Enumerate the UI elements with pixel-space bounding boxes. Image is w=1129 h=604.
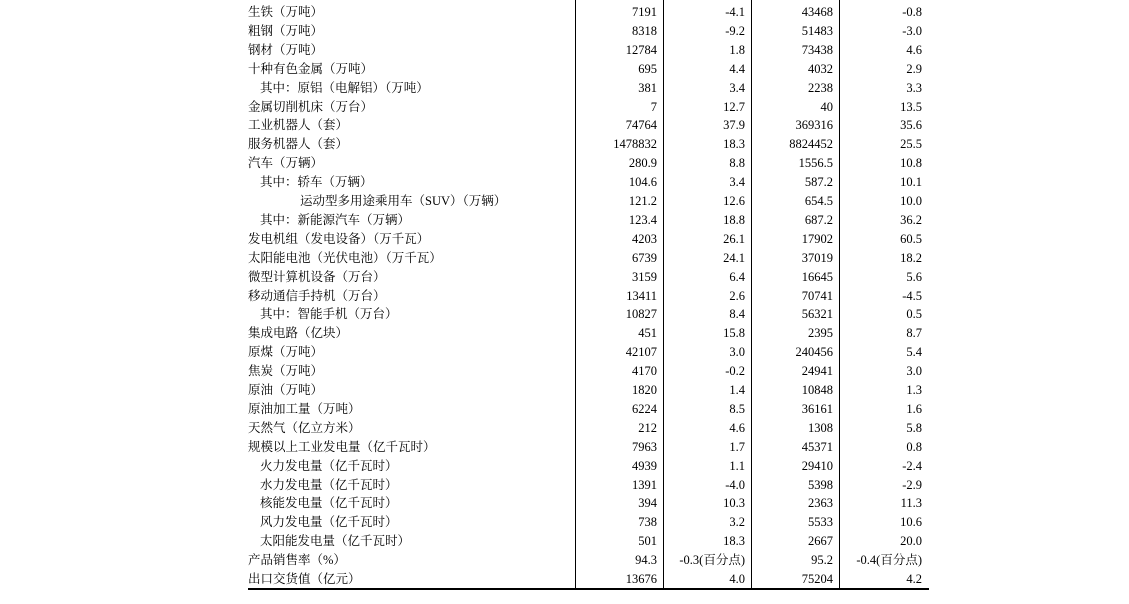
cell-month-value: 7191 — [632, 5, 657, 19]
cell-month-value: 6224 — [632, 401, 657, 416]
industrial-output-table — [248, 0, 929, 590]
cell-month-growth: 12.6 — [723, 194, 745, 208]
cell-month-growth: 3.0 — [729, 345, 745, 360]
row-label: 水力发电量（亿千瓦时） — [260, 477, 398, 492]
cell-cumulative-value: 369316 — [795, 118, 833, 133]
cell-cumulative-value: 4032 — [808, 61, 833, 76]
cell-month-growth: 6.4 — [729, 269, 745, 284]
cell-cumulative-value: 1308 — [808, 420, 833, 435]
table-row — [248, 116, 929, 135]
cell-month-growth: 1.7 — [729, 439, 745, 454]
table-row — [248, 381, 929, 400]
row-label: 其中：新能源汽车（万辆） — [260, 212, 411, 227]
cell-cumulative-value: 73438 — [801, 42, 833, 57]
table-row — [248, 305, 929, 324]
cell-cumulative-growth: 13.5 — [900, 99, 922, 114]
cell-month-value: 381 — [638, 80, 657, 95]
cell-cumulative-growth: 2.9 — [906, 61, 922, 76]
cell-month-growth: -0.3(百分点) — [679, 553, 745, 568]
cell-cumulative-growth: 10.6 — [900, 515, 922, 530]
row-label: 原油加工量（万吨） — [248, 401, 361, 416]
table-row — [248, 476, 929, 495]
cell-cumulative-growth: 3.3 — [906, 80, 922, 95]
cell-cumulative-growth: -0.8 — [902, 5, 922, 19]
cell-cumulative-growth: -0.4(百分点) — [856, 553, 922, 568]
cell-cumulative-value: 2363 — [808, 496, 833, 511]
row-label: 风力发电量（亿千瓦时） — [260, 515, 398, 530]
cell-month-value: 6739 — [632, 250, 657, 265]
cell-cumulative-value: 587.2 — [804, 175, 833, 190]
cell-cumulative-growth: 10.8 — [900, 156, 922, 171]
table-row — [248, 154, 929, 173]
cell-cumulative-growth: 5.4 — [906, 345, 922, 360]
cell-month-value: 4203 — [632, 231, 657, 246]
cell-month-value: 1478832 — [613, 137, 657, 152]
cell-month-growth: 4.4 — [729, 61, 745, 76]
cell-cumulative-growth: 11.3 — [900, 496, 922, 511]
cell-month-growth: -9.2 — [725, 23, 745, 38]
cell-month-growth: 3.4 — [729, 80, 745, 95]
cell-month-value: 738 — [638, 515, 657, 530]
cell-cumulative-value: 95.2 — [811, 553, 833, 568]
cell-month-value: 280.9 — [628, 156, 657, 171]
cell-month-value: 123.4 — [628, 212, 657, 227]
cell-cumulative-growth: 5.8 — [906, 420, 922, 435]
cell-cumulative-value: 2395 — [808, 326, 833, 341]
cell-month-value: 104.6 — [628, 175, 657, 190]
cell-cumulative-value: 43468 — [801, 5, 833, 19]
table-row — [248, 287, 929, 306]
cell-cumulative-value: 36161 — [801, 401, 833, 416]
cell-month-growth: 37.9 — [723, 118, 745, 133]
cell-month-value: 10827 — [625, 307, 657, 322]
cell-month-growth: 15.8 — [723, 326, 745, 341]
cell-month-growth: 8.8 — [729, 156, 745, 171]
table-row — [248, 79, 929, 98]
table-row — [248, 400, 929, 419]
cell-cumulative-value: 654.5 — [804, 194, 833, 208]
cell-cumulative-growth: 4.2 — [906, 572, 922, 586]
table-row — [248, 230, 929, 249]
row-label: 天然气（亿立方米） — [248, 420, 361, 435]
cell-month-value: 695 — [638, 61, 657, 76]
cell-cumulative-value: 17902 — [801, 231, 833, 246]
cell-cumulative-growth: 1.6 — [906, 401, 922, 416]
cell-month-growth: 4.6 — [729, 420, 745, 435]
cell-cumulative-growth: 8.7 — [906, 326, 922, 341]
cell-cumulative-value: 45371 — [801, 439, 833, 454]
table-row — [248, 211, 929, 230]
cell-cumulative-growth: 0.8 — [906, 439, 922, 454]
row-label: 金属切削机床（万台） — [248, 99, 374, 114]
table-row — [248, 324, 929, 343]
cell-month-value: 4939 — [632, 458, 657, 473]
cell-cumulative-value: 29410 — [801, 458, 833, 473]
cell-cumulative-value: 8824452 — [789, 137, 833, 152]
row-label: 原煤（万吨） — [248, 345, 324, 360]
cell-cumulative-value: 2238 — [808, 80, 833, 95]
table-row — [248, 60, 929, 79]
table-row — [248, 532, 929, 551]
cell-cumulative-value: 240456 — [795, 345, 833, 360]
table-row — [248, 343, 929, 362]
cell-month-growth: 8.5 — [729, 401, 745, 416]
table-row — [248, 570, 929, 589]
row-label: 生铁（万吨） — [248, 5, 324, 19]
cell-cumulative-value: 56321 — [801, 307, 833, 322]
cell-month-growth: 1.1 — [729, 458, 745, 473]
cell-month-value: 7963 — [632, 439, 657, 454]
cell-month-growth: 18.3 — [723, 534, 745, 549]
table-row — [248, 438, 929, 457]
row-label: 其中：轿车（万辆） — [260, 175, 373, 190]
cell-month-value: 42107 — [625, 345, 657, 360]
cell-cumulative-growth: 60.5 — [900, 231, 922, 246]
row-label: 原油（万吨） — [248, 383, 324, 397]
cell-month-growth: -4.1 — [725, 5, 745, 19]
row-label: 其中：原铝（电解铝）（万吨） — [260, 80, 429, 95]
table-row — [248, 173, 929, 192]
cell-cumulative-value: 5533 — [808, 515, 833, 530]
row-label: 规模以上工业发电量（亿千瓦时） — [248, 439, 436, 454]
cell-cumulative-value: 70741 — [801, 288, 833, 303]
row-label: 粗钢（万吨） — [248, 23, 324, 38]
cell-cumulative-value: 2667 — [808, 534, 833, 549]
cell-cumulative-growth: 20.0 — [900, 534, 922, 549]
table-row — [248, 98, 929, 117]
cell-cumulative-growth: -3.0 — [902, 23, 922, 38]
table-row — [248, 192, 929, 211]
cell-month-value: 3159 — [632, 269, 657, 284]
table-row — [248, 135, 929, 154]
cell-month-growth: -4.0 — [725, 477, 745, 492]
cell-cumulative-growth: 35.6 — [900, 118, 922, 133]
row-label: 工业机器人（套） — [248, 118, 349, 133]
cell-cumulative-value: 687.2 — [804, 212, 833, 227]
row-label: 运动型多用途乘用车（SUV）（万辆） — [300, 194, 507, 208]
cell-month-growth: 3.2 — [729, 515, 745, 530]
cell-month-growth: 24.1 — [723, 250, 745, 265]
row-label: 焦炭（万吨） — [248, 364, 324, 379]
cell-month-growth: 3.4 — [729, 175, 745, 190]
cell-cumulative-growth: 5.6 — [906, 269, 922, 284]
cell-cumulative-value: 24941 — [801, 364, 833, 379]
cell-cumulative-value: 51483 — [801, 23, 833, 38]
table-row — [248, 513, 929, 532]
cell-month-value: 13411 — [626, 288, 657, 303]
cell-month-value: 7 — [650, 99, 657, 114]
table-row — [248, 22, 929, 41]
cell-month-value: 1820 — [632, 383, 657, 397]
cell-month-growth: 12.7 — [723, 99, 745, 114]
row-label: 太阳能电池（光伏电池）（万千瓦） — [248, 250, 442, 265]
cell-cumulative-growth: -4.5 — [902, 288, 922, 303]
table-row — [248, 249, 929, 268]
row-label: 钢材（万吨） — [248, 42, 324, 57]
cell-month-value: 451 — [638, 326, 657, 341]
row-label: 太阳能发电量（亿千瓦时） — [260, 534, 411, 549]
row-label: 服务机器人（套） — [248, 137, 349, 152]
cell-cumulative-value: 75204 — [801, 572, 833, 586]
cell-cumulative-value: 10848 — [801, 383, 833, 397]
cell-cumulative-growth: -2.4 — [902, 458, 922, 473]
cell-month-value: 212 — [638, 420, 657, 435]
table-row — [248, 362, 929, 381]
cell-cumulative-value: 5398 — [808, 477, 833, 492]
cell-cumulative-growth: 3.0 — [906, 364, 922, 379]
cell-month-growth: -0.2 — [725, 364, 745, 379]
cell-cumulative-growth: -2.9 — [902, 477, 922, 492]
cell-cumulative-growth: 0.5 — [906, 307, 922, 322]
cell-month-value: 394 — [638, 496, 657, 511]
cell-month-value: 4170 — [632, 364, 657, 379]
row-label: 汽车（万辆） — [248, 156, 324, 171]
table-row — [248, 3, 929, 22]
cell-month-growth: 2.6 — [729, 288, 745, 303]
cell-month-value: 12784 — [625, 42, 657, 57]
row-label: 微型计算机设备（万台） — [248, 269, 386, 284]
cell-month-value: 8318 — [632, 23, 657, 38]
cell-cumulative-value: 37019 — [801, 250, 833, 265]
cell-month-value: 13676 — [625, 572, 657, 586]
cell-month-growth: 8.4 — [729, 307, 745, 322]
cell-cumulative-growth: 25.5 — [900, 137, 922, 152]
cell-month-growth: 10.3 — [723, 496, 745, 511]
cell-cumulative-value: 1556.5 — [798, 156, 833, 171]
cell-month-value: 121.2 — [628, 194, 657, 208]
cell-cumulative-growth: 4.6 — [906, 42, 922, 57]
table-row — [248, 494, 929, 513]
cell-cumulative-growth: 1.3 — [906, 383, 922, 397]
row-label: 核能发电量（亿千瓦时） — [260, 496, 398, 511]
row-label: 发电机组（发电设备）（万千瓦） — [248, 231, 430, 246]
row-label: 火力发电量（亿千瓦时） — [260, 458, 398, 473]
cell-cumulative-growth: 18.2 — [900, 250, 922, 265]
cell-cumulative-growth: 10.0 — [900, 194, 922, 208]
cell-month-growth: 18.8 — [723, 212, 745, 227]
row-label: 移动通信手持机（万台） — [248, 288, 386, 303]
row-label: 产品销售率（%） — [248, 553, 346, 568]
cell-cumulative-growth: 10.1 — [900, 175, 922, 190]
table-row — [248, 457, 929, 476]
cell-month-value: 94.3 — [635, 553, 657, 568]
table-row — [248, 419, 929, 438]
cell-month-growth: 1.4 — [729, 383, 745, 397]
cell-cumulative-growth: 36.2 — [900, 212, 922, 227]
cell-month-growth: 4.0 — [729, 572, 745, 586]
cell-month-value: 501 — [638, 534, 657, 549]
cell-cumulative-value: 16645 — [801, 269, 833, 284]
table-row — [248, 41, 929, 60]
cell-month-growth: 1.8 — [729, 42, 745, 57]
row-label: 十种有色金属（万吨） — [248, 61, 374, 76]
cell-month-value: 1391 — [632, 477, 657, 492]
table-row — [248, 268, 929, 287]
cell-month-growth: 18.3 — [723, 137, 745, 152]
cell-month-growth: 26.1 — [723, 231, 745, 246]
row-label: 集成电路（亿块） — [248, 326, 349, 341]
table-row — [248, 551, 929, 570]
row-label: 其中：智能手机（万台） — [260, 307, 398, 322]
cell-month-value: 74764 — [625, 118, 657, 133]
cell-cumulative-value: 40 — [820, 99, 833, 114]
row-label: 出口交货值（亿元） — [248, 572, 361, 586]
